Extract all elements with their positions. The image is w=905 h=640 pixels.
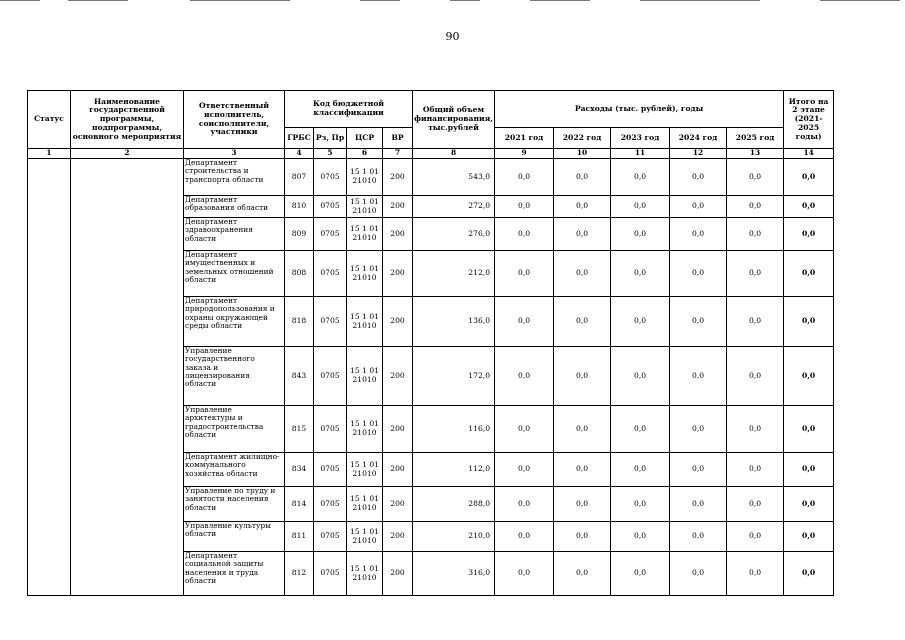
rzpr-cell: 0705 — [314, 453, 347, 487]
status-cell — [28, 159, 71, 596]
stage-total-cell: 0,0 — [784, 251, 834, 297]
year-2022-cell: 0,0 — [554, 522, 611, 552]
year-2024-cell: 0,0 — [670, 297, 727, 347]
total-cell: 212,0 — [413, 251, 495, 297]
rzpr-cell: 0705 — [314, 487, 347, 522]
year-2021-cell: 0,0 — [495, 159, 554, 196]
grbs-cell: 809 — [285, 218, 314, 251]
grbs-cell: 812 — [285, 552, 314, 596]
year-2023-cell: 0,0 — [611, 552, 670, 596]
stage-total-cell: 0,0 — [784, 218, 834, 251]
executor-cell: Департамент здравоохранения области — [184, 218, 285, 251]
vr-cell: 200 — [383, 487, 413, 522]
col-number: 12 — [670, 149, 727, 159]
col-number: 10 — [554, 149, 611, 159]
year-2023-cell: 0,0 — [611, 406, 670, 453]
col-number: 13 — [727, 149, 784, 159]
year-2024-cell: 0,0 — [670, 218, 727, 251]
year-2025-cell: 0,0 — [727, 487, 784, 522]
col-number: 11 — [611, 149, 670, 159]
col-number: 5 — [314, 149, 347, 159]
year-2025-cell: 0,0 — [727, 297, 784, 347]
total-cell: 288,0 — [413, 487, 495, 522]
executor-cell: Департамент имущественных и земельных отношений области — [184, 251, 285, 297]
year-2021-cell: 0,0 — [495, 251, 554, 297]
year-2024-cell: 0,0 — [670, 196, 727, 218]
header-year-2023: 2023 год — [611, 128, 670, 149]
vr-cell: 200 — [383, 453, 413, 487]
year-2023-cell: 0,0 — [611, 522, 670, 552]
year-2025-cell: 0,0 — [727, 159, 784, 196]
stage-total-cell: 0,0 — [784, 347, 834, 406]
vr-cell: 200 — [383, 196, 413, 218]
year-2025-cell: 0,0 — [727, 522, 784, 552]
year-2025-cell: 0,0 — [727, 218, 784, 251]
executor-cell: Управление архитектуры и градостроительства области — [184, 406, 285, 453]
stage-total-cell: 0,0 — [784, 406, 834, 453]
grbs-cell: 808 — [285, 251, 314, 297]
budget-table — [27, 90, 834, 596]
stage-total-cell: 0,0 — [784, 487, 834, 522]
stage-total-cell: 0,0 — [784, 522, 834, 552]
year-2022-cell: 0,0 — [554, 159, 611, 196]
executor-cell: Департамент социальной защиты населения и труда области — [184, 552, 285, 596]
total-cell: 116,0 — [413, 406, 495, 453]
grbs-cell: 834 — [285, 453, 314, 487]
year-2023-cell: 0,0 — [611, 159, 670, 196]
total-cell: 136,0 — [413, 297, 495, 347]
total-cell: 276,0 — [413, 218, 495, 251]
header-vr: ВР — [383, 128, 413, 149]
vr-cell: 200 — [383, 522, 413, 552]
year-2021-cell: 0,0 — [495, 347, 554, 406]
executor-cell: Управление культуры области — [184, 522, 285, 552]
vr-cell: 200 — [383, 347, 413, 406]
executor-cell: Департамент строительства и транспорта области — [184, 159, 285, 196]
csr-cell: 15 1 01 21010 — [347, 347, 383, 406]
year-2023-cell: 0,0 — [611, 453, 670, 487]
rzpr-cell: 0705 — [314, 347, 347, 406]
csr-cell: 15 1 01 21010 — [347, 552, 383, 596]
header-grbs: ГРБС — [285, 128, 314, 149]
year-2024-cell: 0,0 — [670, 251, 727, 297]
grbs-cell: 843 — [285, 347, 314, 406]
csr-cell: 15 1 01 21010 — [347, 159, 383, 196]
table-body — [28, 159, 834, 596]
stage-total-cell: 0,0 — [784, 196, 834, 218]
year-2025-cell: 0,0 — [727, 453, 784, 487]
year-2023-cell: 0,0 — [611, 487, 670, 522]
rzpr-cell: 0705 — [314, 218, 347, 251]
header-total: Общий объем финансирования, тыс.рублей — [413, 91, 495, 149]
total-cell: 210,0 — [413, 522, 495, 552]
executor-cell: Управление по труду и занятости населения области — [184, 487, 285, 522]
name-cell — [71, 159, 184, 596]
year-2021-cell: 0,0 — [495, 218, 554, 251]
stage-total-cell: 0,0 — [784, 552, 834, 596]
table-row — [28, 159, 834, 196]
year-2021-cell: 0,0 — [495, 453, 554, 487]
year-2023-cell: 0,0 — [611, 251, 670, 297]
col-number: 1 — [28, 149, 71, 159]
year-2021-cell: 0,0 — [495, 552, 554, 596]
year-2022-cell: 0,0 — [554, 406, 611, 453]
vr-cell: 200 — [383, 297, 413, 347]
year-2021-cell: 0,0 — [495, 196, 554, 218]
year-2024-cell: 0,0 — [670, 347, 727, 406]
col-number: 8 — [413, 149, 495, 159]
year-2023-cell: 0,0 — [611, 196, 670, 218]
rzpr-cell: 0705 — [314, 159, 347, 196]
page-number: 90 — [445, 30, 460, 43]
stage-total-cell: 0,0 — [784, 453, 834, 487]
executor-cell: Департамент жилищно-коммунального хозяйства области — [184, 453, 285, 487]
grbs-cell: 818 — [285, 297, 314, 347]
year-2024-cell: 0,0 — [670, 453, 727, 487]
header-executor: Ответственный исполнитель, соисполнители, участники — [184, 91, 285, 149]
total-cell: 172,0 — [413, 347, 495, 406]
header-year-2025: 2025 год — [727, 128, 784, 149]
grbs-cell: 811 — [285, 522, 314, 552]
csr-cell: 15 1 01 21010 — [347, 487, 383, 522]
vr-cell: 200 — [383, 552, 413, 596]
csr-cell: 15 1 01 21010 — [347, 522, 383, 552]
header-year-2022: 2022 год — [554, 128, 611, 149]
total-cell: 112,0 — [413, 453, 495, 487]
scan-top-edge — [0, 0, 905, 3]
csr-cell: 15 1 01 21010 — [347, 251, 383, 297]
vr-cell: 200 — [383, 218, 413, 251]
year-2025-cell: 0,0 — [727, 196, 784, 218]
year-2022-cell: 0,0 — [554, 218, 611, 251]
header-expenses: Расходы (тыс. рублей), годы — [495, 91, 784, 128]
header-stage-total: Итого на 2 этапе (2021-2025 годы) — [784, 91, 834, 149]
year-2024-cell: 0,0 — [670, 406, 727, 453]
year-2024-cell: 0,0 — [670, 522, 727, 552]
grbs-cell: 810 — [285, 196, 314, 218]
year-2025-cell: 0,0 — [727, 251, 784, 297]
rzpr-cell: 0705 — [314, 522, 347, 552]
header-csr: ЦСР — [347, 128, 383, 149]
grbs-cell: 815 — [285, 406, 314, 453]
grbs-cell: 807 — [285, 159, 314, 196]
total-cell: 543,0 — [413, 159, 495, 196]
col-number: 7 — [383, 149, 413, 159]
stage-total-cell: 0,0 — [784, 297, 834, 347]
year-2025-cell: 0,0 — [727, 347, 784, 406]
header-status: Статус — [28, 91, 71, 149]
total-cell: 272,0 — [413, 196, 495, 218]
rzpr-cell: 0705 — [314, 196, 347, 218]
total-cell: 316,0 — [413, 552, 495, 596]
vr-cell: 200 — [383, 251, 413, 297]
year-2025-cell: 0,0 — [727, 406, 784, 453]
rzpr-cell: 0705 — [314, 251, 347, 297]
year-2021-cell: 0,0 — [495, 297, 554, 347]
rzpr-cell: 0705 — [314, 297, 347, 347]
csr-cell: 15 1 01 21010 — [347, 297, 383, 347]
rzpr-cell: 0705 — [314, 406, 347, 453]
year-2022-cell: 0,0 — [554, 487, 611, 522]
header-year-2021: 2021 год — [495, 128, 554, 149]
col-number: 9 — [495, 149, 554, 159]
year-2024-cell: 0,0 — [670, 159, 727, 196]
grbs-cell: 814 — [285, 487, 314, 522]
year-2022-cell: 0,0 — [554, 251, 611, 297]
year-2021-cell: 0,0 — [495, 406, 554, 453]
vr-cell: 200 — [383, 406, 413, 453]
header-name: Наименование государственной программы, подпрограммы, основного мероприятия — [71, 91, 184, 149]
year-2022-cell: 0,0 — [554, 297, 611, 347]
executor-cell: Департамент образования области — [184, 196, 285, 218]
csr-cell: 15 1 01 21010 — [347, 196, 383, 218]
header-rzpr: Рз, Пр — [314, 128, 347, 149]
year-2021-cell: 0,0 — [495, 487, 554, 522]
year-2024-cell: 0,0 — [670, 552, 727, 596]
col-number: 6 — [347, 149, 383, 159]
year-2023-cell: 0,0 — [611, 297, 670, 347]
col-number: 3 — [184, 149, 285, 159]
col-number: 14 — [784, 149, 834, 159]
column-number-row — [28, 149, 834, 159]
rzpr-cell: 0705 — [314, 552, 347, 596]
year-2023-cell: 0,0 — [611, 347, 670, 406]
header-year-2024: 2024 год — [670, 128, 727, 149]
header-budget-code: Код бюджетной классификации — [285, 91, 413, 128]
executor-cell: Управление государственного заказа и лицензирования области — [184, 347, 285, 406]
year-2022-cell: 0,0 — [554, 453, 611, 487]
csr-cell: 15 1 01 21010 — [347, 406, 383, 453]
year-2021-cell: 0,0 — [495, 522, 554, 552]
col-number: 2 — [71, 149, 184, 159]
year-2022-cell: 0,0 — [554, 347, 611, 406]
csr-cell: 15 1 01 21010 — [347, 218, 383, 251]
year-2022-cell: 0,0 — [554, 552, 611, 596]
year-2023-cell: 0,0 — [611, 218, 670, 251]
stage-total-cell: 0,0 — [784, 159, 834, 196]
executor-cell: Департамент природопользования и охраны окружающей среды области — [184, 297, 285, 347]
year-2022-cell: 0,0 — [554, 196, 611, 218]
vr-cell: 200 — [383, 159, 413, 196]
col-number: 4 — [285, 149, 314, 159]
csr-cell: 15 1 01 21010 — [347, 453, 383, 487]
year-2024-cell: 0,0 — [670, 487, 727, 522]
year-2025-cell: 0,0 — [727, 552, 784, 596]
